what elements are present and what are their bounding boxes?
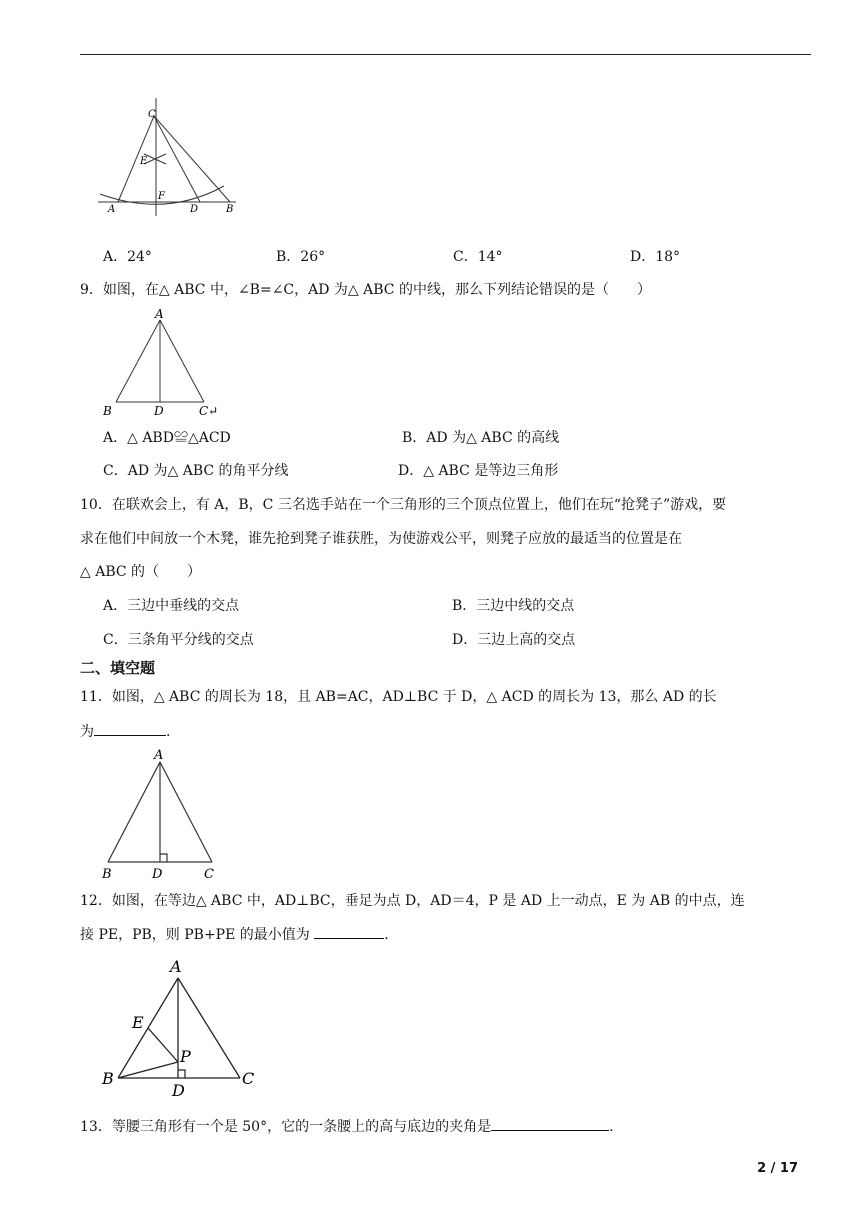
q9-side-ab — [116, 320, 160, 402]
q11-line-2-suffix: . — [166, 724, 171, 740]
q9-label-d: D — [154, 404, 164, 418]
q12-line-2 — [80, 925, 389, 944]
q8-label-c: C — [148, 109, 156, 120]
q11-side-ab — [108, 762, 160, 862]
q9-side-ac — [160, 320, 204, 402]
q10-option-b: B．三边中线的交点 — [452, 598, 575, 614]
q9-figure — [100, 306, 230, 418]
q11-side-ac — [160, 762, 212, 862]
q13-text-suffix: . — [609, 1119, 614, 1135]
q12-line-2-prefix: 接 PE，PB，则 PB+PE 的最小值为 — [80, 927, 315, 943]
q12-figure — [98, 954, 268, 1104]
q12-line-1: 12．如图，在等边△ ABC 中，AD⊥BC，垂足为点 D，AD＝4，P 是 AD 上一动点，E 为 AB 的中点，连 — [80, 893, 745, 909]
q9-label-a: A — [155, 307, 164, 321]
q12-label-p: P — [180, 1047, 191, 1066]
q8-side-cd — [154, 116, 200, 202]
q12-label-b: B — [102, 1069, 114, 1088]
section-heading: 二、填空题 — [80, 659, 156, 677]
q11-label-d: D — [152, 867, 163, 882]
q8-label-b: B — [226, 204, 234, 215]
q9-label-b: B — [103, 404, 112, 418]
q9-option-c: C．AD 为△ ABC 的角平分线 — [103, 463, 289, 479]
q11-line-2 — [80, 722, 170, 741]
q8-label-a: A — [108, 204, 116, 215]
q13-answer-blank — [491, 1117, 609, 1131]
q11-line-1: 11．如图，△ ABC 的周长为 18，且 AB=AC，AD⊥BC 于 D，△ ACD 的周长为 13，那么 AD 的长 — [80, 689, 717, 705]
q8-option-c: C．14° — [453, 249, 503, 265]
header-rule — [80, 54, 811, 55]
q12-label-d: D — [172, 1081, 185, 1100]
q8-figure — [96, 98, 246, 218]
q8-option-b: B．26° — [276, 249, 326, 265]
q8-option-a: A．24° — [103, 249, 152, 265]
q8-label-d: D — [190, 204, 199, 215]
q12-answer-blank — [314, 925, 384, 939]
q10-line-3: △ ABC 的（ ） — [80, 564, 202, 580]
q8-label-e: E — [140, 156, 148, 167]
q10-option-c: C．三条角平分线的交点 — [103, 632, 254, 648]
q8-side-ca — [118, 116, 154, 202]
q11-right-angle-mark — [160, 854, 167, 862]
q13-text-prefix: 13．等腰三角形有一个是 50°，它的一条腰上的高与底边的夹角是 — [80, 1119, 492, 1135]
q11-line-2-prefix: 为 — [80, 724, 94, 740]
q12-label-e: E — [132, 1013, 144, 1032]
q9-label-c: C↵ — [199, 404, 219, 418]
q11-label-b: B — [102, 867, 112, 882]
q12-label-c: C — [242, 1069, 255, 1088]
q12-label-a: A — [170, 957, 182, 976]
q8-option-d: D．18° — [630, 249, 681, 265]
q9-text: 9．如图，在△ ABC 中，∠B=∠C，AD 为△ ABC 的中线，那么下列结论错误的是（ ） — [80, 282, 651, 298]
q13-text — [80, 1117, 614, 1136]
q11-figure — [98, 744, 228, 882]
q8-label-f: F — [158, 191, 165, 202]
page-number: 2 / 17 — [757, 1161, 798, 1176]
q10-option-d: D．三边上高的交点 — [452, 632, 576, 648]
q12-line-2-suffix: . — [384, 927, 389, 943]
q9-option-b: B．AD 为△ ABC 的高线 — [402, 430, 560, 446]
q11-label-a: A — [154, 748, 164, 763]
q12-segment-pb — [118, 1062, 178, 1078]
q10-option-a: A．三边中垂线的交点 — [103, 598, 240, 614]
q9-option-d: D．△ ABC 是等边三角形 — [398, 463, 559, 479]
q10-line-2: 求在他们中间放一个木凳，谁先抢到凳子谁获胜，为使游戏公平，则凳子应放的最适当的位置是在 — [80, 531, 682, 547]
q12-right-angle-mark — [178, 1070, 185, 1078]
q9-option-a: A．△ ABD≌△ACD — [103, 430, 231, 446]
q12-segment-pe — [148, 1028, 178, 1062]
q11-answer-blank — [94, 722, 166, 736]
q10-line-1: 10．在联欢会上，有 A，B，C 三名选手站在一个三角形的三个顶点位置上，他们在玩“抢凳子”游戏，要 — [80, 497, 727, 513]
q11-label-c: C — [204, 867, 214, 882]
